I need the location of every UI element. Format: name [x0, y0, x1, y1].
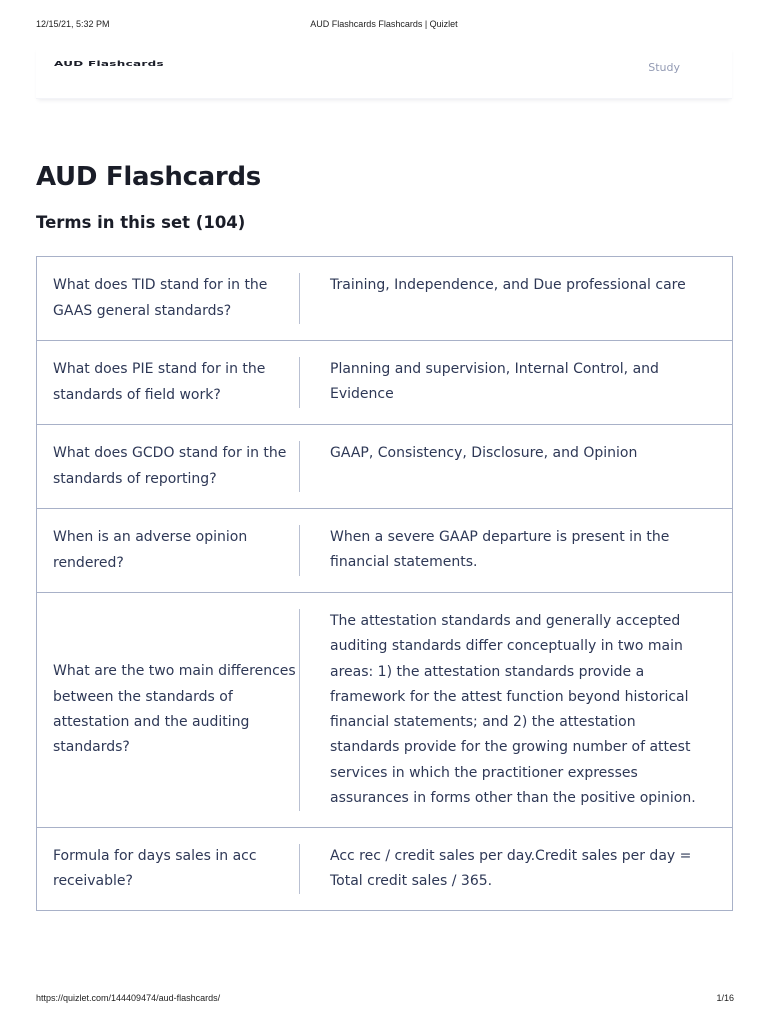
terms-list — [36, 256, 733, 911]
definition-text: When a severe GAAP departure is present in the financial statements. — [330, 529, 670, 571]
term-text: What are the two main differences between the standards of attestation and the auditing standards? — [53, 663, 296, 756]
term-text: When is an adverse opinion rendered? — [53, 529, 248, 571]
term-row — [37, 828, 732, 911]
definition-text: Acc rec / credit sales per day.Credit sales per day = Total credit sales / 365. — [330, 848, 692, 890]
term-row — [37, 257, 732, 341]
definition-text: Planning and supervision, Internal Control, and Evidence — [330, 361, 659, 403]
print-footer — [0, 993, 768, 1005]
print-datetime: 12/15/21, 5:32 PM — [36, 19, 110, 29]
terms-count-heading: Terms in this set (104) — [36, 213, 246, 232]
term-row — [37, 341, 732, 425]
print-page-number: 1/16 — [716, 993, 734, 1003]
term-row — [37, 593, 732, 828]
term-text: What does GCDO stand for in the standards of reporting? — [53, 445, 287, 487]
header-set-title: AUD Flashcards — [54, 60, 164, 68]
print-page-title: AUD Flashcards Flashcards | Quizlet — [310, 19, 458, 29]
print-url: https://quizlet.com/144409474/aud-flashcards/ — [36, 993, 221, 1003]
term-row — [37, 509, 732, 593]
term-text: What does PIE stand for in the standards of field work? — [53, 361, 266, 403]
term-text: What does TID stand for in the GAAS general standards? — [53, 277, 268, 319]
term-text: Formula for days sales in acc receivable? — [53, 847, 257, 889]
definition-text: GAAP, Consistency, Disclosure, and Opinion — [330, 445, 638, 461]
definition-text: The attestation standards and generally accepted auditing standards differ conceptually in two main areas: 1) the attestation standards provide a framework for the attest function beyond historical financial statements; and 2) the attestation standards provide for the growing number of attest services in which the practitioner expresses assurances in forms other than the positive opinion. — [330, 613, 696, 807]
definition-text: Training, Independence, and Due professional care — [330, 277, 686, 293]
term-row — [37, 425, 732, 509]
page-title: AUD Flashcards — [36, 162, 261, 192]
sticky-header — [36, 46, 732, 99]
print-header — [0, 19, 768, 31]
study-button[interactable]: Study — [648, 61, 680, 74]
